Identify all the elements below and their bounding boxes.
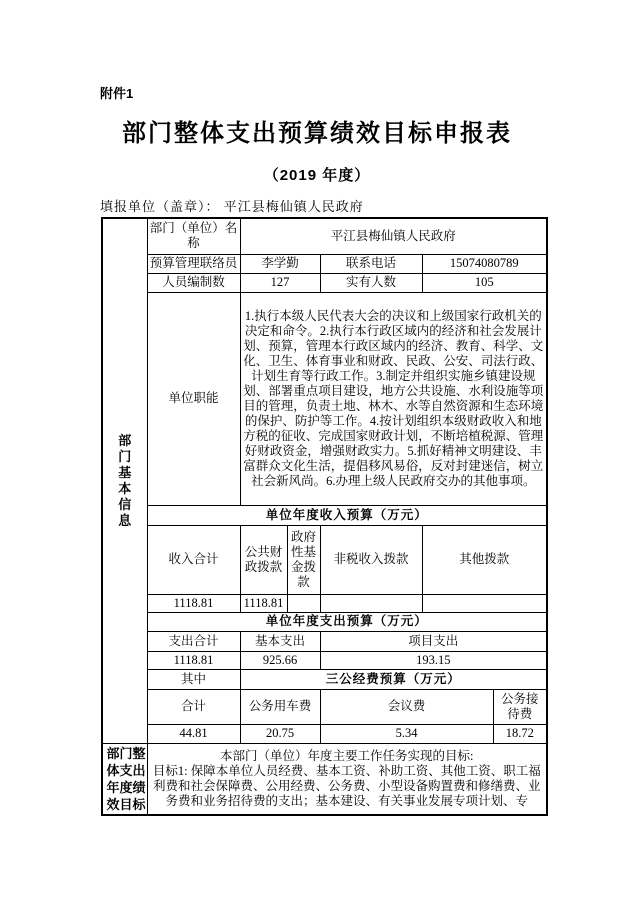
expense-value-basic: 925.66 — [240, 651, 320, 669]
annual-goals-label — [102, 743, 147, 815]
phone-label: 联系电话 — [320, 254, 422, 273]
section-basic-info-label-text: 部门基本信息 — [118, 432, 132, 528]
income-value-other — [422, 594, 547, 612]
liaison-value: 李学勤 — [240, 254, 320, 273]
year-subtitle: （2019 年度） — [263, 167, 371, 184]
expense-header-total: 支出合计 — [147, 631, 240, 651]
expense-header-basic: 基本支出 — [240, 631, 320, 651]
liaison-label: 预算管理联络员 — [147, 254, 240, 273]
three-public-header-reception: 公务接待费 — [493, 689, 547, 724]
three-public-section-title: 三公经费预算（万元） — [240, 669, 547, 689]
three-public-header-meeting: 会议费 — [320, 689, 493, 724]
unit-functions-text: 1.执行本级人民代表大会的决议和上级国家行政机关的决定和命令。2.执行本行政区域内的经济和社会发展计划、预算，管理本行政区域内的经济、教育、科学、文化、卫生、体育事业和财政、民政、公安、司法行政、计划生育等行政工作。3.制定并组织实施乡镇建设规划、部署重点项目建设，地方公共设施、水利设施等项目的管理，负责土地、林木、水等自然资源和生态环境的保护、防护等工作。4.按计划组织本级财政收入和地方税的征收、完成国家财政计划，不断培植税源、管理好财政资金，增强财政实力。5.抓好精神文明建设、丰富群众文化生活，提倡移风易俗，反对封建迷信，树立社会新风尚。6.办理上级人民政府交办的其他事项。 — [240, 292, 547, 505]
income-value-total: 1118.81 — [147, 594, 240, 612]
attachment-label: 附件1 — [100, 86, 134, 101]
income-header-gov-fund: 政府性基金拨款 — [287, 525, 320, 594]
expense-section-title: 单位年度支出预算（万元） — [147, 612, 547, 631]
income-value-gov-fund — [287, 594, 320, 612]
income-value-nontax — [320, 594, 422, 612]
three-public-header-total: 合计 — [147, 689, 240, 724]
three-public-value-total: 44.81 — [147, 724, 240, 743]
staff-quota-label: 人员编制数 — [147, 273, 240, 292]
income-value-public-finance: 1118.81 — [240, 594, 287, 612]
page-title: 部门整体支出预算绩效目标申报表 — [122, 120, 512, 147]
expense-header-project: 项目支出 — [320, 631, 547, 651]
annual-goals-intro: 本部门（单位）年度主要工作任务实现的目标: — [220, 748, 474, 763]
three-public-value-reception: 18.72 — [493, 724, 547, 743]
three-public-value-meeting: 5.34 — [320, 724, 493, 743]
annual-goals-text — [147, 743, 547, 815]
annual-goals-label-text: 部门整体支出年度绩效目标 — [106, 745, 146, 812]
three-public-header-vehicle: 公务用车费 — [240, 689, 320, 724]
income-header-total: 收入合计 — [147, 525, 240, 594]
expense-value-project: 193.15 — [320, 651, 547, 669]
staff-quota-value: 127 — [240, 273, 320, 292]
three-public-value-vehicle: 20.75 — [240, 724, 320, 743]
section-basic-info-label — [102, 218, 147, 743]
annual-goals-goal1: 目标1: 保障本单位人员经费、基本工资、补助工资、其他工资、职工福利费和社会保障费、公用经费、公务费、小型设备购置费和修缮费、业务费和业务招待费的支出；基本建设、有关事业发展专项计划、专 — [152, 763, 541, 808]
dept-name-value: 平江县梅仙镇人民政府 — [240, 218, 547, 254]
among-which-label: 其中 — [147, 669, 240, 689]
expense-value-total: 1118.81 — [147, 651, 240, 669]
income-header-public-finance: 公共财政拨款 — [240, 525, 287, 594]
filing-unit-line: 填报单位（盖章）： 平江县梅仙镇人民政府 — [100, 199, 364, 214]
income-header-other: 其他拨款 — [422, 525, 547, 594]
staff-actual-value: 105 — [422, 273, 547, 292]
budget-form-table — [101, 217, 548, 816]
income-header-nontax: 非税收入拨款 — [320, 525, 422, 594]
dept-name-label: 部门（单位）名称 — [147, 218, 240, 254]
staff-actual-label: 实有人数 — [320, 273, 422, 292]
unit-functions-label: 单位职能 — [147, 292, 240, 505]
income-section-title: 单位年度收入预算（万元） — [147, 505, 547, 525]
phone-value: 15074080789 — [422, 254, 547, 273]
